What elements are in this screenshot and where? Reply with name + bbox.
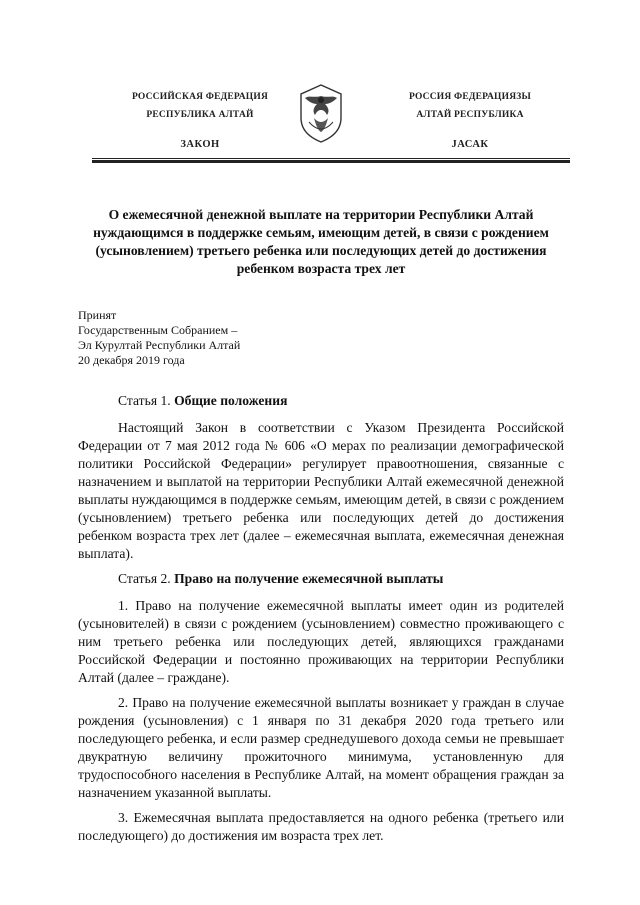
article-1-heading [78, 392, 564, 410]
adoption-date: 20 декабря 2019 года [78, 353, 185, 367]
article-2-title: Право на получение ежемесячной выплаты [174, 571, 444, 586]
header-left-republic: РЕСПУБЛИКА АЛТАЙ [146, 110, 254, 120]
article-2-heading [78, 570, 564, 588]
article-1-label: Статья 1. [118, 393, 171, 408]
header-right [370, 88, 570, 154]
adoption-line-3: Эл Курултай Республики Алтай [78, 338, 241, 352]
header-left [100, 88, 300, 154]
law-body [78, 392, 564, 852]
article-2-paragraph-2: 2. Право на получение ежемесячной выплаты возникает у граждан в случае рождения (усыновления) с 1 января по 31 декабря 2020 года третьего или последующего ребенка, и если размер среднедушевого дохода семьи не превышает двукратную величину прожиточного минимума, установленную для трудоспособного населения в Республике Алтай, на момент обращения граждан за назначением указанной выплаты. [78, 695, 564, 800]
header-right-country: РОССИЯ ФЕДЕРАЦИЯЗЫ [409, 92, 531, 102]
header-left-kind: ЗАКОН [180, 139, 220, 150]
article-2-paragraph-3: 3. Ежемесячная выплата предоставляется на одного ребенка (третьего или последующего) до достижения им возраста трех лет. [78, 810, 564, 843]
header-divider [92, 158, 570, 163]
article-1-text: Настоящий Закон в соответствии с Указом Президента Российской Федерации от 7 мая 2012 года № 606 «О мерах по реализации демографической политики Российской Федерации» регулирует правоотношения, связанные с назначением и выплатой на территории Республики Алтай ежемесячной денежной выплаты нуждающимся в поддержке семьям, имеющим детей, в связи с рождением (усыновлением) третьего ребенка или последующих детей до достижения ребенком возраста трех лет (далее – ежемесячная выплата, ежемесячная денежная выплата). [78, 420, 564, 561]
adoption-note [78, 308, 378, 368]
header-right-kind: JАСАК [451, 139, 489, 150]
header-right-republic: АЛТАЙ РЕСПУБЛИКА [416, 110, 524, 120]
adoption-line-1: Принят [78, 308, 117, 322]
adoption-line-2: Государственным Собранием – [78, 323, 238, 337]
republic-emblem-icon [297, 82, 345, 144]
header-left-country: РОССИЙСКАЯ ФЕДЕРАЦИЯ [131, 92, 269, 102]
law-title: О ежемесячной денежной выплате на территории Республики Алтай нуждающимся в поддержке семьям, имеющим детей, в связи с рождением (усыновлением) третьего ребенка или последующих детей до достижения ребенком возраста трех лет [93, 207, 549, 276]
article-1-title: Общие положения [174, 393, 288, 408]
article-2-paragraph-1: 1. Право на получение ежемесячной выплаты имеет один из родителей (усыновителей) в связи с рождением (усыновлением) совместно проживающего с ним третьего ребенка или последующих детей, являющихся гражданами Российской Федерации и постоянно проживающих на территории Республики Алтай (далее – граждане). [78, 598, 564, 685]
article-2-label: Статья 2. [118, 571, 171, 586]
